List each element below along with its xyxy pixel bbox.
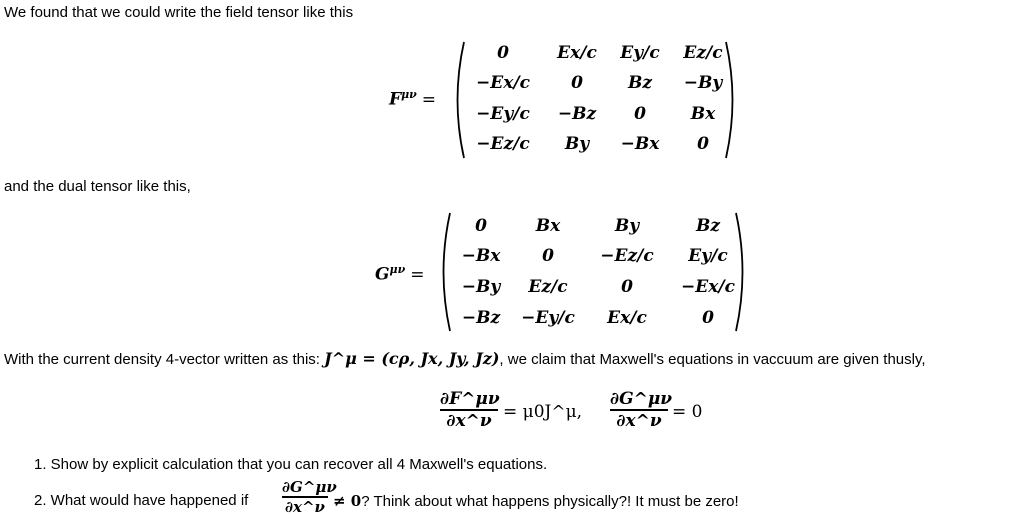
dual-tensor-matrix (436, 211, 750, 333)
dual-tensor-lhs (375, 263, 424, 285)
field-tensor-equals: = (421, 89, 437, 110)
question-2-after (333, 492, 739, 511)
field-tensor-cell-r3c2: −Bz (557, 104, 597, 124)
field-tensor-cell-r4c1: −Ez/c (476, 134, 530, 154)
dual-tensor-cell-r2c4: Ey/c (688, 246, 728, 266)
field-tensor-cell-r1c4: Ez/c (683, 43, 723, 63)
dual-tensor-cell-r3c2: Ez/c (528, 277, 568, 297)
field-tensor-cell-r3c4: Bx (690, 104, 716, 124)
q2-after-text: ? Think about what happens physically?! It must be zero! (361, 493, 739, 510)
field-tensor-cell-r3c3: 0 (634, 104, 646, 124)
dual-tensor-cell-r1c1: 0 (475, 216, 487, 236)
field-tensor-symbol: F (389, 89, 402, 110)
question-2-before: 2. What would have happened if (34, 492, 249, 509)
right-paren-icon (724, 40, 740, 160)
eq1-numerator: ∂F^μν (440, 389, 500, 409)
dual-tensor-cell-r3c1: −By (461, 277, 501, 297)
field-tensor-cell-r1c1: 0 (497, 43, 509, 63)
question-1: 1. Show by explicit calculation that you can recover all 4 Maxwell's equations. (34, 456, 548, 473)
dual-tensor-cell-r4c2: −Ey/c (521, 308, 575, 328)
dual-tensor-cell-r1c3: By (614, 216, 640, 236)
q2-denominator: ∂x^ν (285, 497, 325, 516)
eq1-rhs: = μ0J^μ, (503, 402, 583, 422)
field-tensor-cell-r2c1: −Ex/c (476, 73, 530, 93)
field-tensor-cell-r2c2: 0 (571, 73, 583, 93)
dual-tensor-symbol: G (375, 264, 390, 285)
field-tensor-indices: μν (401, 88, 417, 101)
eq1-fraction (440, 389, 498, 431)
field-tensor-cell-r2c3: Bz (627, 73, 653, 93)
eq1-denominator: ∂x^ν (446, 410, 492, 431)
dual-tensor-indices: μν (389, 263, 406, 276)
current-text-before: With the current density 4-vector written as this: (4, 351, 320, 368)
field-tensor-cell-r3c1: −Ey/c (476, 104, 530, 124)
dual-tensor-cell-r3c4: −Ex/c (681, 277, 735, 297)
dual-tensor-cell-r1c2: Bx (535, 216, 561, 236)
current-density-line (4, 350, 926, 369)
field-tensor-cell-r1c3: Ey/c (620, 43, 660, 63)
field-tensor-cell-r2c4: −By (683, 73, 723, 93)
eq2-rhs: = 0 (672, 402, 703, 422)
dual-tensor-cell-r4c4: 0 (702, 308, 714, 328)
right-paren-icon (734, 211, 750, 333)
q2-numerator: ∂G^μν (282, 478, 337, 496)
eq2-denominator: ∂x^ν (616, 410, 662, 431)
intro-text: We found that we could write the field tensor like this (4, 4, 354, 21)
dual-tensor-cell-r2c3: −Ez/c (600, 246, 654, 266)
eq2-numerator: ∂G^μν (610, 389, 673, 409)
dual-intro-text: and the dual tensor like this, (4, 178, 191, 195)
dual-tensor-equals: = (410, 264, 425, 285)
field-tensor-matrix (450, 40, 740, 160)
q2-fraction (282, 478, 337, 516)
left-paren-icon (450, 40, 466, 160)
eq2-fraction (610, 389, 673, 431)
left-paren-icon (436, 211, 452, 333)
dual-tensor-cell-r2c2: 0 (542, 246, 554, 266)
dual-tensor-cell-r4c1: −Bz (461, 308, 501, 328)
field-tensor-cell-r4c2: By (564, 134, 590, 154)
dual-tensor-cell-r1c4: Bz (695, 216, 721, 236)
dual-tensor-cell-r3c3: 0 (621, 277, 633, 297)
dual-tensor-cell-r4c3: Ex/c (607, 308, 647, 328)
q2-neq: ≠ 0 (333, 492, 362, 510)
current-text-after: , we claim that Maxwell's equations in vaccuum are given thusly, (499, 351, 926, 368)
field-tensor-lhs (389, 88, 436, 110)
field-tensor-cell-r4c3: −Bx (620, 134, 660, 154)
dual-tensor-cell-r2c1: −Bx (461, 246, 501, 266)
field-tensor-cell-r1c2: Ex/c (557, 43, 597, 63)
field-tensor-cell-r4c4: 0 (697, 134, 709, 154)
current-vector: J^μ = (cρ, Jx, Jy, Jz) (324, 349, 500, 368)
